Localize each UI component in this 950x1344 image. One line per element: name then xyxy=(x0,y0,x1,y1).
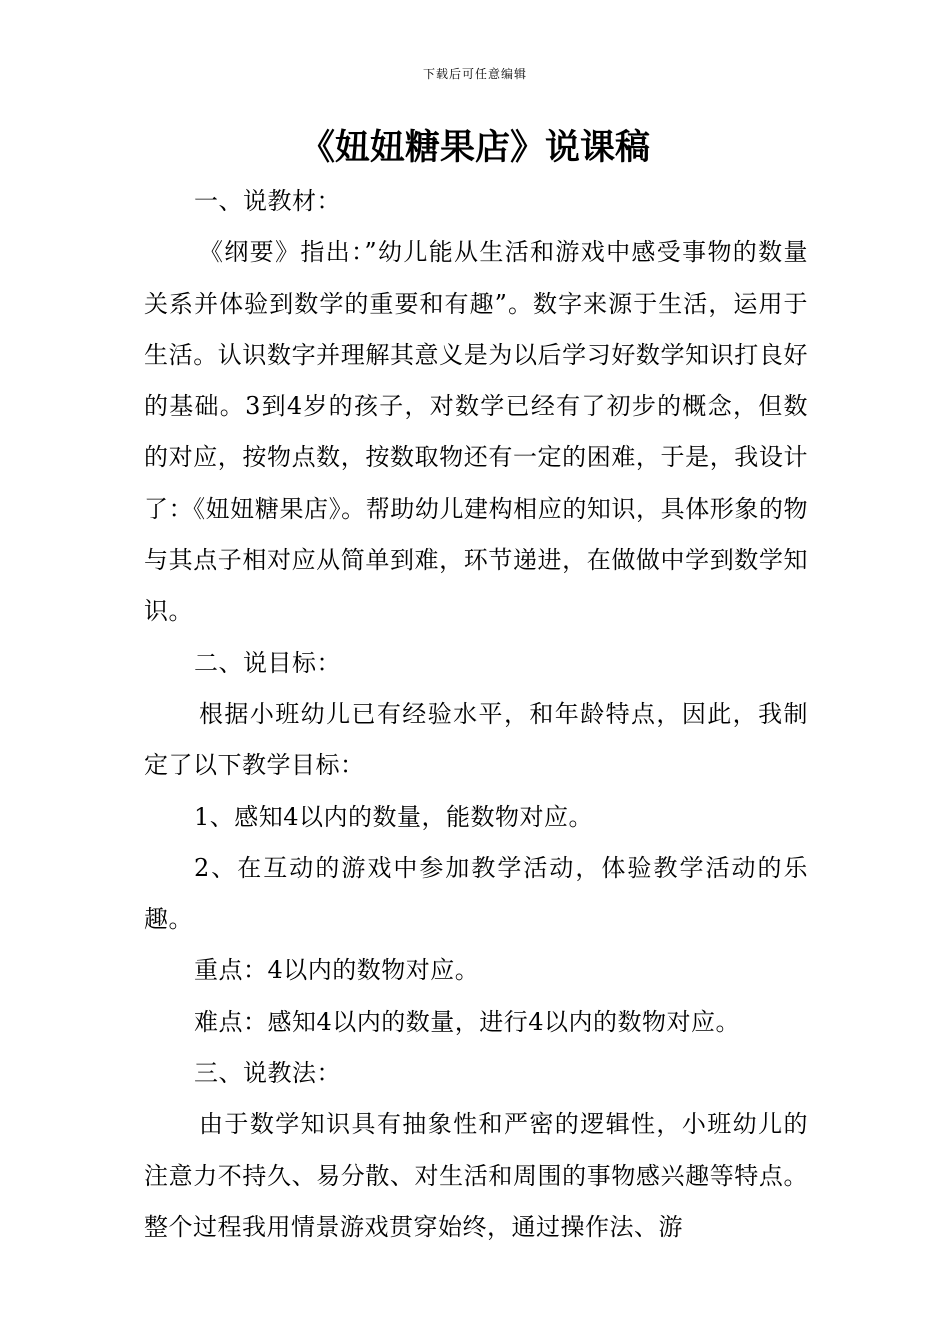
key-point: 重点：4以内的数物对应。 xyxy=(194,956,480,985)
document-title: 《妞妞糖果店》说课稿 xyxy=(299,128,650,168)
difficulty-point: 难点：感知4以内的数量，进行4以内的数物对应。 xyxy=(194,1007,741,1036)
section-heading-teaching-method: 三、说教法： xyxy=(194,1059,341,1088)
paragraph-teaching-method: 由于数学知识具有抽象性和严密的逻辑性，小班幼儿的注意力不持久、易分散、对生活和周围的事物感兴趣等特点。整个过程我用情景游戏贯穿始终，通过操作法、游 xyxy=(144,1110,808,1241)
paragraph-objectives: 根据小班幼儿已有经验水平，和年龄特点，因此，我制定了以下教学目标： xyxy=(144,699,808,780)
document-body xyxy=(144,176,808,1253)
header-note: 下载后可任意编辑 xyxy=(422,67,527,81)
section-heading-teaching-material: 一、说教材： xyxy=(194,187,341,215)
objective-item-1: 1、感知4以内的数量，能数物对应。 xyxy=(194,802,594,831)
objective-item-2: 2、在互动的游戏中参加教学活动，体验教学活动的乐趣。 xyxy=(144,853,808,934)
paragraph-teaching-material: 《纲要》指出：”幼儿能从生活和游戏中感受事物的数量关系并体验到数学的重要和有趣”。数字来源于生活，运用于生活。认识数字并理解其意义是为以后学习好数学知识打良好的基础。3到4岁的孩子，对数学已经有了初步的概念，但数的对应，按物点数，按数取物还有一定的困难，于是，我设计了：《妞妞糖果店》。帮助幼儿建构相应的知识，具体形象的物与其点子相对应从简单到难，环节递进，在做做中学到数学知识。 xyxy=(144,238,808,626)
section-heading-objectives: 二、说目标： xyxy=(194,648,341,677)
